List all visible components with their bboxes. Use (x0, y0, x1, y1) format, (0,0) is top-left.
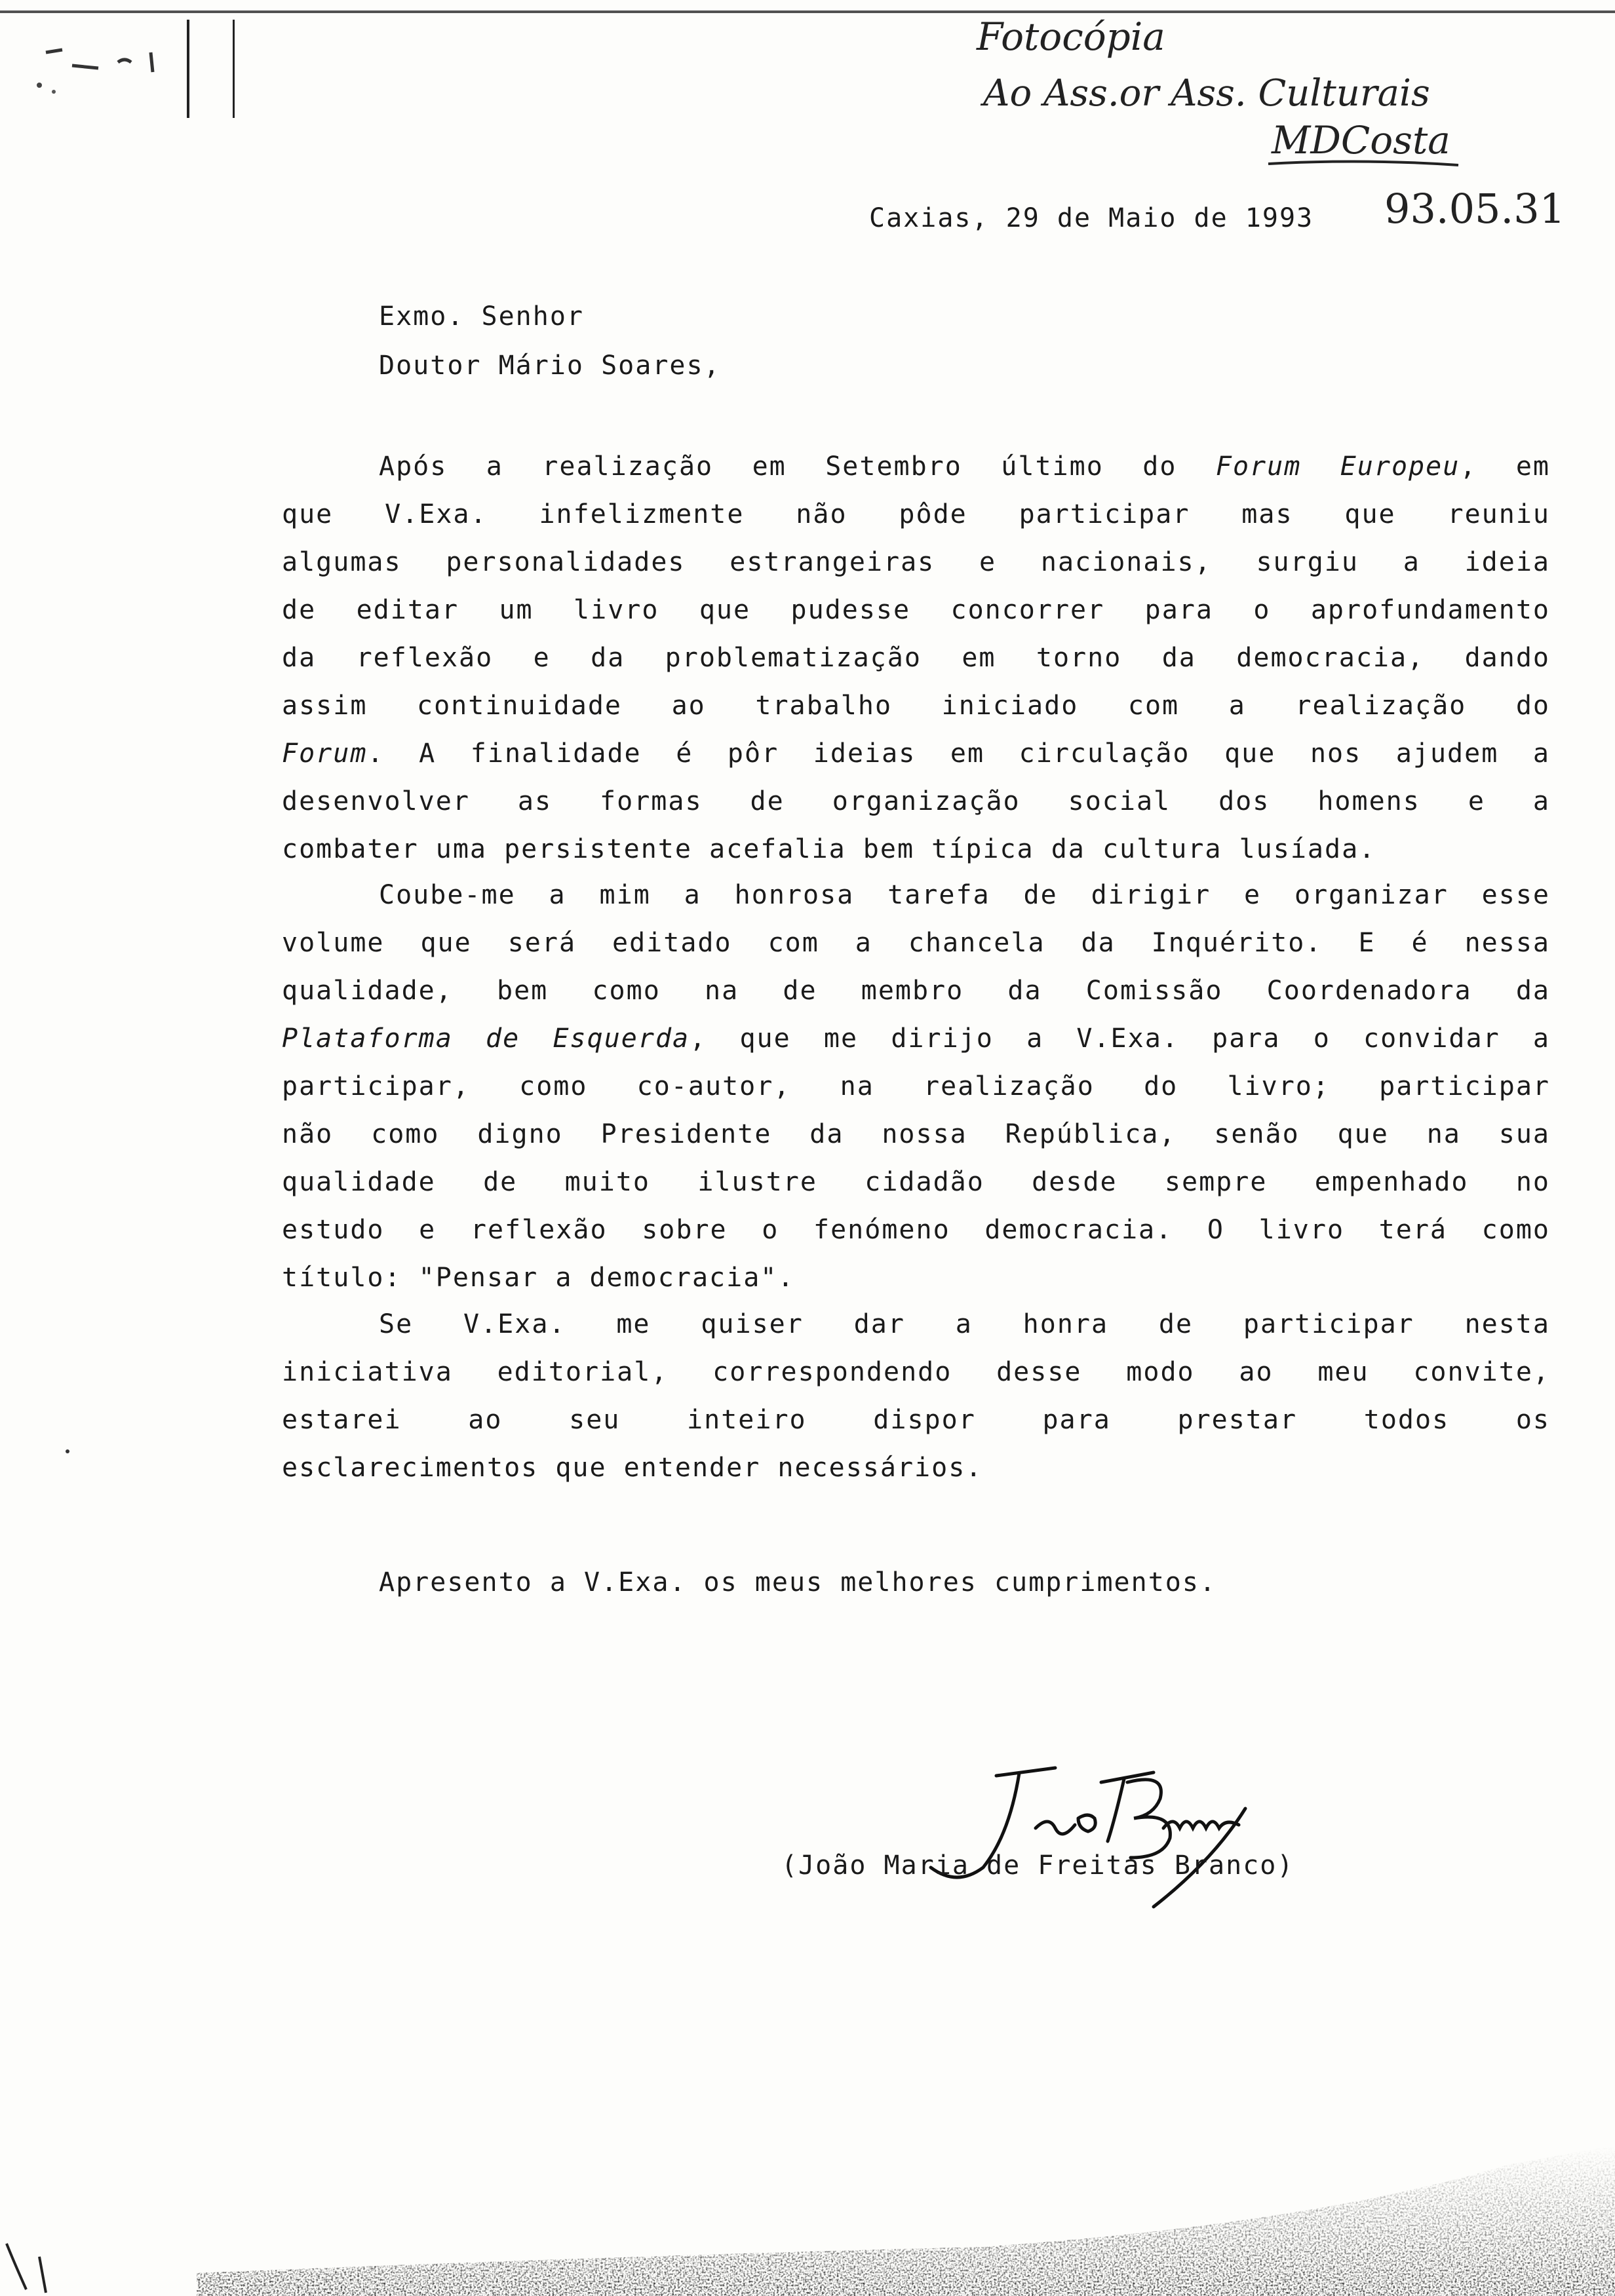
salutation-name: Doutor Mário Soares, (379, 351, 721, 381)
closing-line: Apresento a V.Exa. os meus melhores cumprimentos. (379, 1567, 1217, 1598)
text-line: Após a realização em Setembro último do Forum Europeu, em (379, 451, 1550, 482)
text-line: estarei ao seu inteiro dispor para prestar todos os (282, 1405, 1550, 1435)
text-line: participar, como co-autor, na realização do livro; participar (282, 1071, 1550, 1101)
signatory-name: (João Maria de Freitas Branco) (781, 1850, 1294, 1881)
text-line: estudo e reflexão sobre o fenómeno democracia. O livro terá como (282, 1215, 1550, 1245)
scan-mark-right (233, 20, 235, 118)
scan-top-edge (0, 10, 1615, 13)
scan-specks (26, 26, 184, 105)
text-line: da reflexão e da problematização em torno da democracia, dando (282, 643, 1550, 673)
scan-noise-bottom (0, 2126, 1615, 2296)
text-line: volume que será editado com a chancela da Inquérito. E é nessa (282, 928, 1550, 958)
annotation-stamp-date: 93.05.31 (1384, 185, 1566, 233)
salutation-title: Exmo. Senhor (379, 301, 584, 332)
text-line: não como digno Presidente da nossa República, senão que na sua (282, 1119, 1550, 1149)
text-line: esclarecimentos que entender necessários. (282, 1453, 983, 1483)
text-line: combater uma persistente acefalia bem típica da cultura lusíada. (282, 834, 1376, 864)
text-line: assim continuidade ao trabalho iniciado com a realização do (282, 691, 1550, 721)
text-line: iniciativa editorial, correspondendo desse modo ao meu convite, (282, 1357, 1550, 1387)
text-line: Forum. A finalidade é pôr ideias em circulação que nos ajudem a (282, 738, 1550, 769)
annotation-photocopy: Fotocópia (977, 14, 1165, 59)
annotation-underline (1265, 157, 1462, 170)
paragraph-2 (282, 871, 1550, 1302)
paragraph-3 (282, 1301, 1550, 1492)
text-line: título: "Pensar a democracia". (282, 1263, 795, 1293)
text-line: que V.Exa. infelizmente não pôde participar mas que reuniu (282, 499, 1550, 529)
text-line: Plataforma de Esquerda, que me dirijo a V.Exa. para o convidar a (282, 1024, 1550, 1054)
text-line: qualidade de muito ilustre cidadão desde sempre empenhado no (282, 1167, 1550, 1197)
scan-mark-left (187, 20, 189, 118)
handwritten-signature (905, 1756, 1272, 1913)
text-line: algumas personalidades estrangeiras e nacionais, surgiu a ideia (282, 547, 1550, 577)
annotation-initials: MDCosta (1272, 118, 1450, 163)
signature-lettering (950, 1743, 1046, 1759)
place-date: Caxias, 29 de Maio de 1993 (869, 203, 1314, 233)
text-line: Se V.Exa. me quiser dar a honra de participar nesta (379, 1309, 1550, 1339)
text-line: desenvolver as formas de organização social dos homens e a (282, 786, 1550, 816)
annotation-forward-to: Ao Ass.or Ass. Culturais (983, 72, 1430, 115)
text-line: Coube-me a mim a honrosa tarefa de dirigir e organizar esse (379, 880, 1550, 910)
scan-speck (66, 1449, 69, 1453)
text-line: de editar um livro que pudesse concorrer para o aprofundamento (282, 595, 1550, 625)
text-line: qualidade, bem como na de membro da Comissão Coordenadora da (282, 976, 1550, 1006)
paragraph-1 (282, 443, 1550, 873)
